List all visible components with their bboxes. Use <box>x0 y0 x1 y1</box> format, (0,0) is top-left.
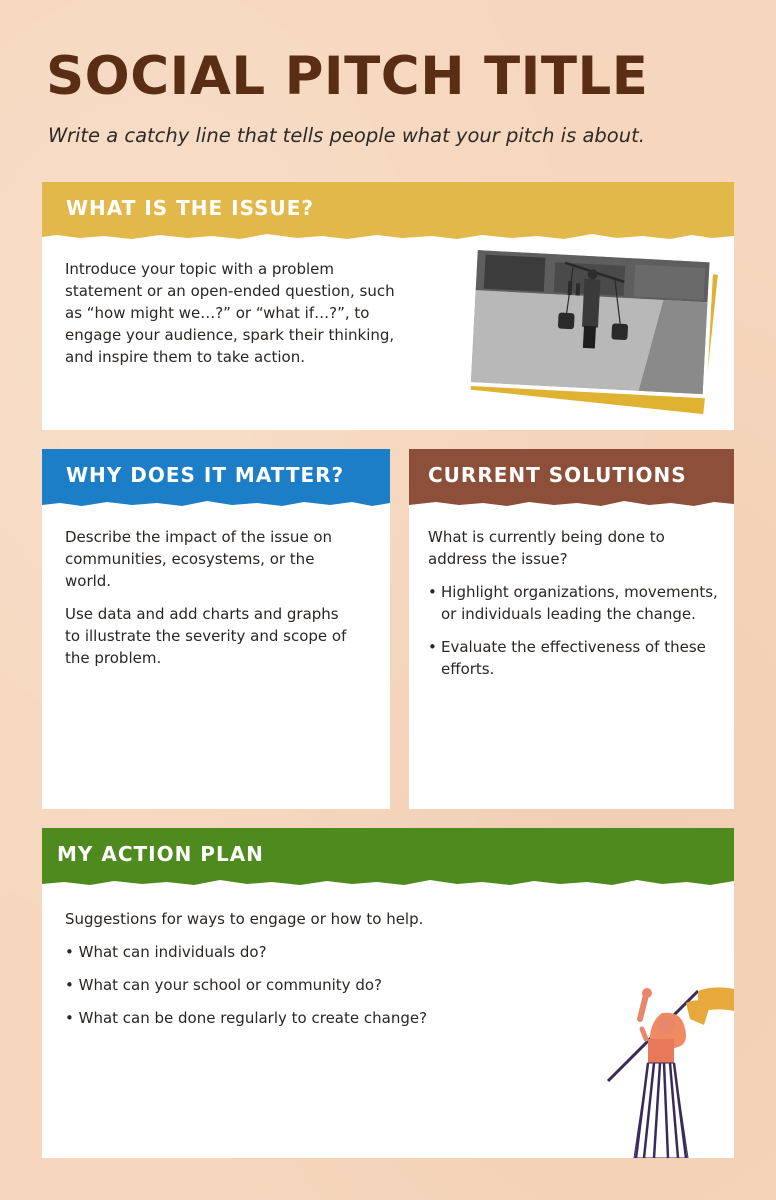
solutions-bullet-1-text: Highlight organizations, movements, or individuals leading the change. <box>441 583 718 623</box>
woman-with-flag-illustration <box>602 983 734 1158</box>
page-title: SOCIAL PITCH TITLE <box>46 46 649 107</box>
solutions-body <box>428 526 718 691</box>
why-paragraph-1: Describe the impact of the issue on communities, ecosystems, or the world. <box>65 528 333 590</box>
solutions-bullet-2 <box>428 636 718 680</box>
why-paragraph-2: Use data and add charts and graphs to illustrate the severity and scope of the problem. <box>65 605 347 667</box>
solutions-torn-edge <box>409 497 734 509</box>
bullet-dot-icon: • <box>428 583 437 601</box>
page-subtitle: Write a catchy line that tells people what your pitch is about. <box>48 124 645 147</box>
plan-header <box>42 828 734 880</box>
issue-photo <box>462 244 722 424</box>
issue-text: Introduce your topic with a problem statement or an open-ended question, such as “how might we…?” or “what if…?”, to engage your audience, spark their thinking, and inspire them to take action. <box>65 260 395 366</box>
plan-heading: MY ACTION PLAN <box>57 842 264 866</box>
why-body <box>65 526 355 680</box>
why-header <box>42 449 390 501</box>
solutions-header <box>409 449 734 501</box>
issue-header <box>42 182 734 234</box>
issue-torn-edge <box>42 230 734 242</box>
plan-item-1: • What can individuals do? <box>65 943 267 961</box>
solutions-bullet-1 <box>428 581 718 625</box>
plan-intro: Suggestions for ways to engage or how to help. <box>65 910 424 928</box>
plan-item-2: • What can your school or community do? <box>65 976 382 994</box>
issue-heading: WHAT IS THE ISSUE? <box>66 196 314 220</box>
issue-card <box>42 182 734 430</box>
why-torn-edge <box>42 497 390 509</box>
plan-card <box>42 828 734 1158</box>
plan-torn-edge <box>42 876 734 888</box>
plan-body <box>65 908 585 1040</box>
bullet-dot-icon: • <box>428 638 437 656</box>
solutions-intro: What is currently being done to address the issue? <box>428 528 665 568</box>
solutions-heading: CURRENT SOLUTIONS <box>428 463 687 487</box>
solutions-bullet-2-text: Evaluate the effectiveness of these efforts. <box>441 638 706 678</box>
why-heading: WHY DOES IT MATTER? <box>66 463 345 487</box>
solutions-card <box>409 449 734 809</box>
why-card <box>42 449 390 809</box>
plan-item-3: • What can be done regularly to create change? <box>65 1009 428 1027</box>
